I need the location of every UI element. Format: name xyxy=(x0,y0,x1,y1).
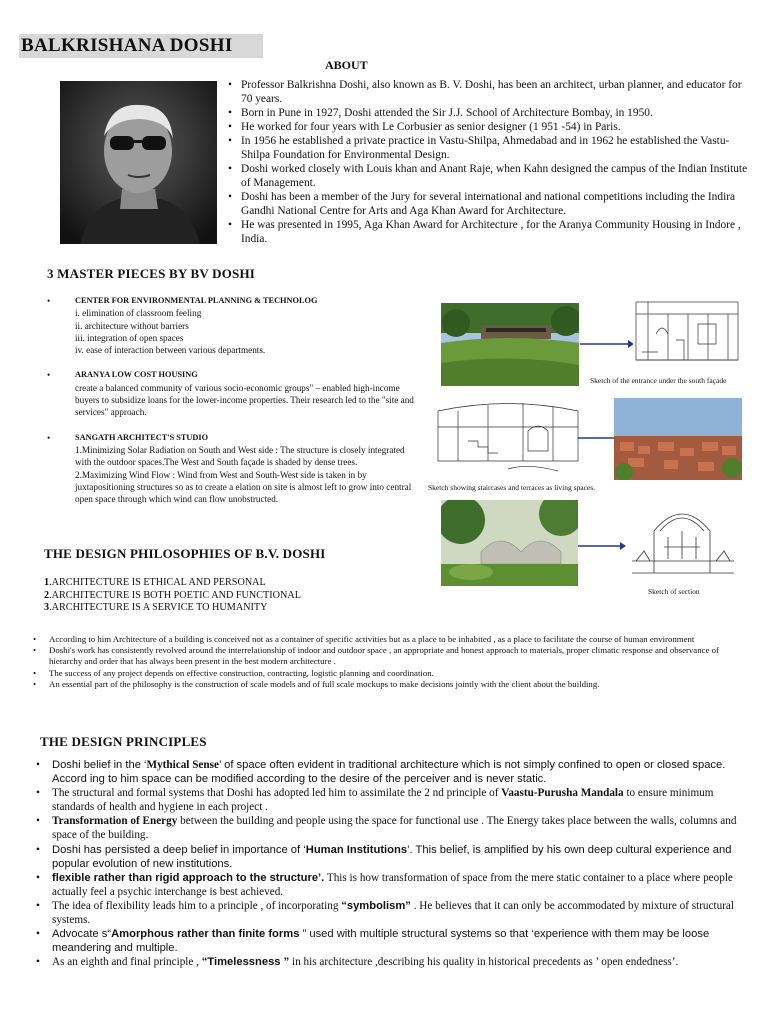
about-item: • In 1956 he established a private practice in Vastu-Shilpa, Ahmedabad and in 1962 he established the Vastu-Shilpa Foundation for Environmental Design. xyxy=(241,134,751,162)
masterpiece-line: 1.Minimizing Solar Radiation on South and West side : The structure is closely integrated with the outdoor spaces.The West and South façade is shaded by dense trees. xyxy=(75,444,405,468)
masterpiece-line: create a balanced community of various socio-economic groups" – enabled high-income buyers to subsidize loans for the lower-income properties. Their research led to the "site and services" approach. xyxy=(75,382,414,418)
principle-item: • Doshi belief in the ‘Mythical Sense’ of space often evident in traditional architecture which is not simply confined to open or closed space. Accord ing to him space can be modified according to the desire of the perceiver and is never static. xyxy=(52,758,742,786)
philosophy-bullet: • The success of any project depends on effective construction, contracting, logistic planning and coordination. xyxy=(49,668,739,679)
section-sketch xyxy=(624,501,741,583)
about-list xyxy=(241,78,751,246)
portrait-photo xyxy=(60,81,217,244)
aranya-photo xyxy=(614,398,742,480)
philosophy-item: 2.ARCHITECTURE IS BOTH POETIC AND FUNCTIONAL xyxy=(44,589,301,601)
principle-item: • Advocate s“Amorphous rather than finite forms ” used with multiple structural systems so that ‘experience with them may be loose meandering and multiple. xyxy=(52,927,742,955)
cept-photo xyxy=(441,303,579,386)
caption-entrance: Sketch of the entrance under the south façade xyxy=(590,376,727,385)
caption-staircase: Sketch showing staircases and terraces as living spaces. xyxy=(428,483,596,492)
entrance-sketch xyxy=(628,294,746,366)
principles-list xyxy=(52,758,742,969)
principle-item: • Transformation of Energy between the building and people using the space for functional use . The Energy takes place between the walls, columns and space of the building. xyxy=(52,814,742,842)
connector-arrows xyxy=(578,320,633,460)
principle-item: • The structural and formal systems that Doshi has adopted led him to assimilate the 2 nd principle of Vaastu-Purusha Mandala to ensure minimum standards of health and hygiene in each project . xyxy=(52,786,742,814)
page-title: BALKRISHANA DOSHI xyxy=(19,34,263,58)
masterpiece-line: i. elimination of classroom feeling xyxy=(75,308,202,319)
caption-section: Sketch of section xyxy=(648,587,700,596)
masterpiece-line: 2.Maximizing Wind Flow : Wind from West and South-West side is taken in by juxtapositioning structures so as to create a elation on site is almost left to grow into central open space through which wind can flow unobstructed. xyxy=(75,469,412,505)
staircase-sketch xyxy=(428,391,593,479)
about-item: • Professor Balkrishna Doshi, also known as B. V. Doshi, has been an architect, urban planner, and educator for 70 years. xyxy=(241,78,751,106)
principle-item: • flexible rather than rigid approach to the structure’. This is how transformation of space from the mere static container to a place where people actually feel a psychic interchange is best achieved. xyxy=(52,871,742,899)
masterpiece-line: iii. integration of open spaces xyxy=(75,332,184,343)
masterpiece-item xyxy=(75,369,420,418)
about-heading: ABOUT xyxy=(325,58,368,72)
philosophy-bullets xyxy=(49,634,739,690)
about-item: • He worked for four years with Le Corbusier as senior designer (1 951 -54) in Paris. xyxy=(241,120,751,134)
masterpiece-item xyxy=(75,295,420,356)
section-arrow xyxy=(578,540,628,552)
principle-item: • As an eighth and final principle , “Timelessness ” in his architecture ,describing his quality in historical precedents as ’ open endedness’. xyxy=(52,955,742,969)
philosophy-heading: THE DESIGN PHILOSOPHIES OF B.V. DOSHI xyxy=(44,546,326,561)
philosophy-item: 3.ARCHITECTURE IS A SERVICE TO HUMANITY xyxy=(44,602,268,613)
masterpiece-line: iv. ease of interaction between various departments. xyxy=(75,345,266,356)
principle-item: • The idea of flexibility leads him to a principle , of incorporating “symbolism” . He believes that it can only be accommodated by mixture of structural systems. xyxy=(52,899,742,927)
philosophy-bullet: • According to him Architecture of a building is conceived not as a container of specific activities but as a place to be inhabited , as a place to facilitate the course of human environment xyxy=(49,634,739,645)
philosophy-bullet: • Doshi's work has consistently revolved around the interrelationship of indoor and outdoor space , an appropriate and honest approach to materials, proper climatic response and observance of hierarchy and order that has always been present in the best modern architecture . xyxy=(49,645,739,667)
about-item: • Born in Pune in 1927, Doshi attended the Sir J.J. School of Architecture Bombay, in 1950. xyxy=(241,106,751,120)
principles-heading: THE DESIGN PRINCIPLES xyxy=(40,734,207,749)
masterpieces-list xyxy=(75,295,420,518)
principle-item: • Doshi has persisted a deep belief in importance of ‘Human Institutions’. This belief, is amplified by his own deep cultural experience and popular evolution of new institutions. xyxy=(52,843,742,871)
about-item: • He was presented in 1995, Aga Khan Award for Architecture , for the Aranya Community Housing in Indore , India. xyxy=(241,218,751,246)
about-item: • Doshi worked closely with Louis khan and Anant Raje, when Kahn designed the campus of the Indian Institute of Management. xyxy=(241,162,751,190)
philosophy-bullet: • An essential part of the philosophy is the construction of scale models and of full scale mockups to make decisions jointly with the client about the building. xyxy=(49,679,739,690)
masterpieces-heading: 3 MASTER PIECES BY BV DOSHI xyxy=(47,266,256,281)
sangath-photo xyxy=(441,500,578,586)
masterpiece-title: • ARANYA LOW COST HOUSING xyxy=(75,370,198,380)
masterpiece-title: • SANGATH ARCHITECT'S STUDIO xyxy=(75,432,209,442)
philosophy-item: 1.ARCHITECTURE IS ETHICAL AND PERSONAL xyxy=(44,577,266,588)
masterpiece-title: • CENTER FOR ENVIRONMENTAL PLANNING & TECHNOLOG xyxy=(75,296,318,305)
about-item: • Doshi has been a member of the Jury for several international and national competitions including the Indira Gandhi National Centre for Arts and Aga Khan Award for Architecture. xyxy=(241,190,751,218)
philosophy-numbered-list xyxy=(44,577,301,615)
masterpiece-item xyxy=(75,432,420,506)
masterpiece-line: ii. architecture without barriers xyxy=(75,320,189,331)
